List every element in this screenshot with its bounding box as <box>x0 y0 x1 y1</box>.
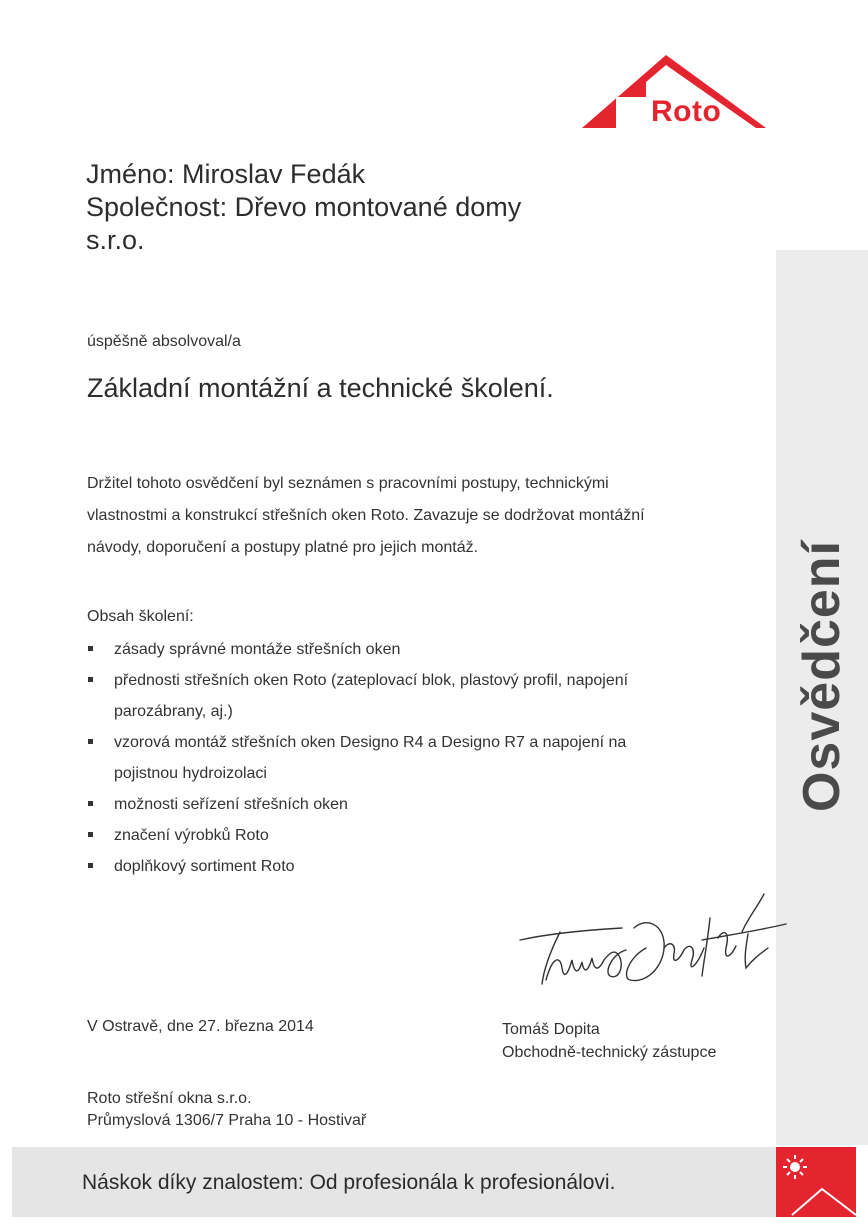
list-item <box>87 634 628 665</box>
list-item <box>87 820 628 851</box>
issuer-block <box>87 1088 366 1132</box>
course-name: Základní montážní a technické školení. <box>87 373 554 403</box>
list-item-text: možnosti seřízení střešních oken <box>114 796 348 813</box>
list-item-text: zásady správné montáže střešních oken <box>114 641 401 658</box>
list-item <box>87 727 628 789</box>
bullet-icon <box>88 832 93 837</box>
list-item <box>87 789 628 820</box>
description-line: Držitel tohoto osvědčení byl seznámen s pracovními postupy, technickými <box>87 475 609 492</box>
description-line: návody, doporučení a postupy platné pro jejich montáž. <box>87 539 479 556</box>
recipient-company-cont: s.r.o. <box>86 225 145 255</box>
place-date: V Ostravě, dne 27. března 2014 <box>87 1018 314 1035</box>
footer-bar <box>12 1147 776 1217</box>
issuer-address: Průmyslová 1306/7 Praha 10 - Hostivař <box>87 1112 367 1129</box>
signer-block <box>502 1018 716 1064</box>
signature <box>512 888 792 1000</box>
list-item <box>87 665 628 727</box>
list-item-text-cont: pojistnou hydroizolaci <box>114 765 267 782</box>
list-item-text: značení výrobků Roto <box>114 827 269 844</box>
bullet-icon <box>88 739 93 744</box>
bullet-icon <box>88 863 93 868</box>
description-line: vlastnostmi a konstrukcí střešních oken Roto. Zavazuje se dodržovat montážní <box>87 507 645 524</box>
list-item-text-cont: parozábrany, aj.) <box>114 703 233 720</box>
recipient-company: Společnost: Dřevo montované domy <box>86 192 522 222</box>
signer-name: Tomáš Dopita <box>502 1021 600 1038</box>
recipient-block <box>86 158 521 257</box>
description <box>87 468 747 564</box>
contents-title: Obsah školení: <box>87 608 194 625</box>
brand-name: Roto <box>651 95 722 128</box>
sun-roof-icon <box>776 1147 856 1217</box>
bullet-icon <box>88 801 93 806</box>
topics-list <box>87 634 628 882</box>
list-item-text: vzorová montáž střešních oken Designo R4 a Designo R7 a napojení na <box>114 734 627 751</box>
completed-label: úspěšně absolvoval/a <box>87 333 241 350</box>
list-item-text: doplňkový sortiment Roto <box>114 858 295 875</box>
list-item <box>87 851 628 882</box>
footer-logo <box>776 1147 856 1217</box>
recipient-name: Jméno: Miroslav Fedák <box>86 159 366 189</box>
list-item-text: přednosti střešních oken Roto (zateplovací blok, plastový profil, napojení <box>114 672 629 689</box>
signer-title: Obchodně-technický zástupce <box>502 1044 717 1061</box>
bullet-icon <box>88 646 93 651</box>
bullet-icon <box>88 677 93 682</box>
footer-slogan: Náskok díky znalostem: Od profesionála k profesionálovi. <box>82 1171 616 1194</box>
certificate-title: Osvědčení <box>793 539 851 813</box>
issuer-company: Roto střešní okna s.r.o. <box>87 1090 252 1107</box>
